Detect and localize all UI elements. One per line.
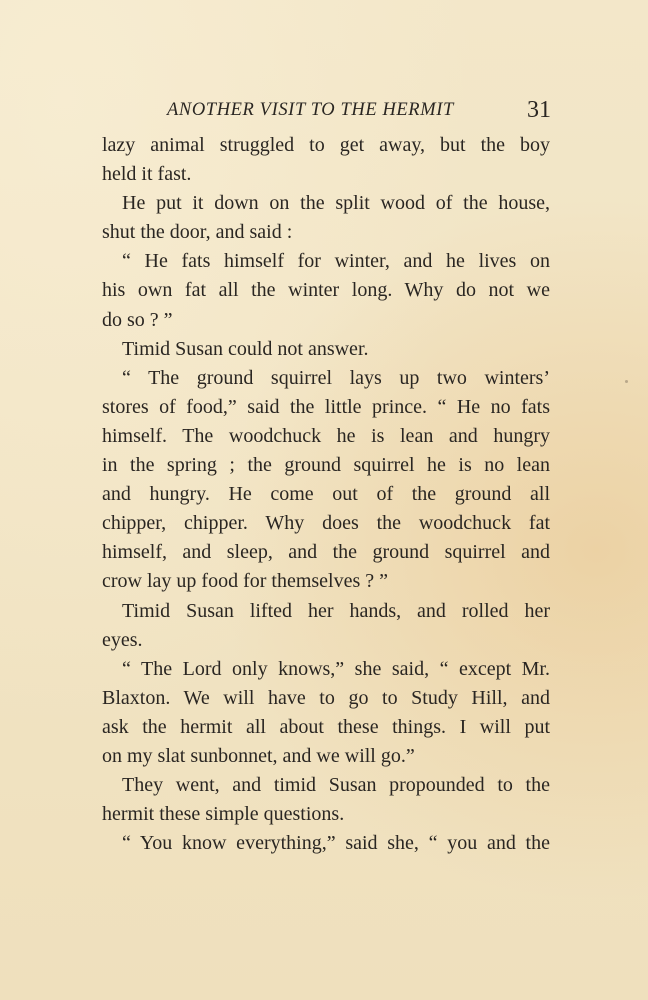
text-line: crow lay up food for themselves ? ”: [102, 570, 389, 593]
text-line: on my slat sunbonnet, and we will go.”: [102, 744, 415, 767]
text-line: Timid Susan lifted her hands, and rolled her: [122, 599, 550, 622]
text-line: Blaxton. We will have to go to Study Hill, and: [102, 686, 550, 709]
paper-speck: [625, 380, 628, 383]
text-line: “ The Lord only knows,” she said, “ except Mr.: [122, 657, 550, 680]
running-head: [167, 94, 551, 126]
running-title: ANOTHER VISIT TO THE HERMIT: [167, 100, 454, 120]
text-line: “ You know everything,” said she, “ you and the: [122, 832, 550, 855]
text-line: Timid Susan could not answer.: [122, 337, 369, 360]
text-line: in the spring ; the ground squirrel he is no lean: [102, 454, 550, 477]
text-line: lazy animal struggled to get away, but the boy: [102, 134, 550, 156]
text-line: hermit these simple questions.: [102, 803, 345, 826]
page-number: 31: [527, 97, 551, 123]
text-line: stores of food,” said the little prince. “ He no fats: [102, 395, 550, 418]
text-line: do so ? ”: [102, 308, 173, 331]
text-line: “ He fats himself for winter, and he lives on: [122, 250, 550, 273]
text-line: He put it down on the split wood of the house,: [122, 192, 550, 215]
body-text: [102, 131, 550, 858]
text-line: eyes.: [102, 628, 143, 651]
text-line: They went, and timid Susan propounded to the: [122, 774, 550, 797]
text-line: himself. The woodchuck he is lean and hungry: [102, 424, 550, 447]
text-line: held it fast.: [102, 163, 192, 186]
text-line: his own fat all the winter long. Why do not we: [102, 279, 550, 302]
text-line: “ The ground squirrel lays up two winters’: [122, 366, 550, 389]
text-line: chipper, chipper. Why does the woodchuck fat: [102, 512, 550, 535]
text-line: and hungry. He come out of the ground all: [102, 483, 550, 506]
text-line: shut the door, and said :: [102, 221, 293, 244]
text-line: ask the hermit all about these things. I will put: [102, 715, 550, 738]
text-line: himself, and sleep, and the ground squirrel and: [102, 541, 550, 564]
